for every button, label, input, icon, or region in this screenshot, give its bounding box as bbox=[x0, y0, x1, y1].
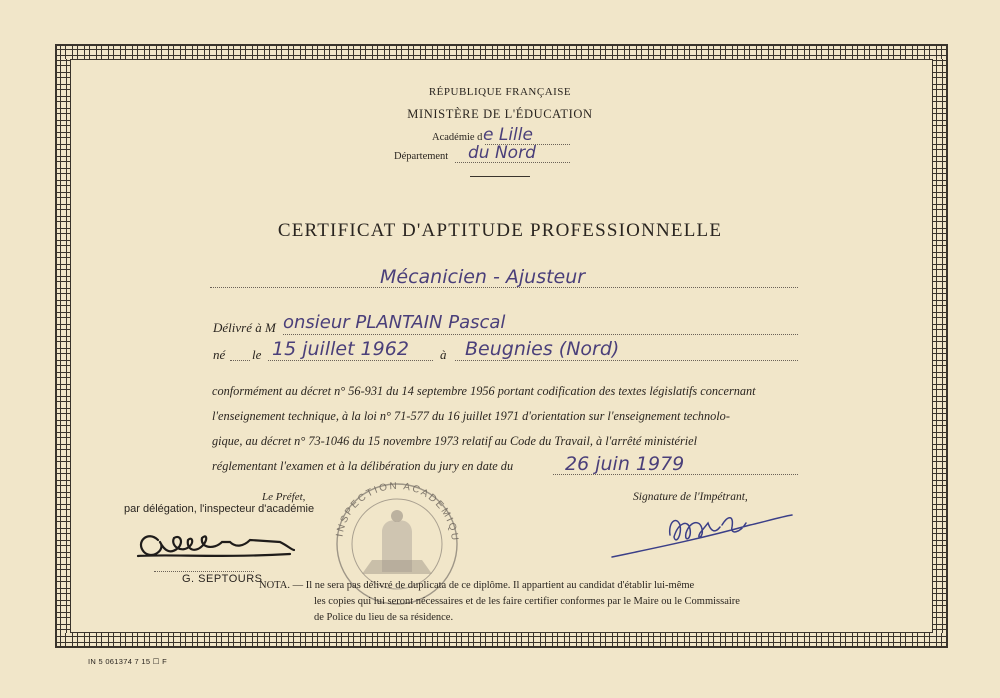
delivered-label: Délivré à M bbox=[213, 320, 276, 335]
legal-text-line-2: l'enseignement technique, à la loi n° 71-577 du 16 juillet 1971 d'orientation sur l'enseignement technolo- bbox=[212, 409, 730, 423]
born-label: né bbox=[213, 347, 226, 362]
nota-line-1: NOTA. — Il ne sera pas délivré de duplicata de ce diplôme. Il appartient au candidat d'établir lui-même bbox=[259, 580, 695, 591]
birth-date-line bbox=[268, 360, 433, 361]
recipient-line bbox=[283, 334, 798, 335]
certificate-title: CERTIFICAT D'APTITUDE PROFESSIONNELLE bbox=[277, 220, 723, 241]
specialty-value: Mécanicien - Ajusteur bbox=[380, 266, 586, 288]
birth-place: Beugnies (Nord) bbox=[465, 338, 620, 360]
border-band-left bbox=[57, 59, 70, 633]
border-band-right bbox=[933, 59, 946, 633]
academie-label: Académie d bbox=[432, 132, 483, 143]
inspector-name-line bbox=[154, 570, 254, 572]
born-le-label: le bbox=[252, 347, 262, 362]
born-a-label: à bbox=[440, 347, 447, 362]
impetrant-signature bbox=[610, 505, 795, 560]
nota-line-3: de Police du lieu de sa résidence. bbox=[314, 612, 454, 623]
inspector-signature bbox=[130, 520, 295, 570]
nota-line-2: les copies qui lui seront nécessaires et de les faire certifier conformes par le Maire ou le Commissaire bbox=[314, 596, 740, 607]
border-band-top bbox=[57, 46, 946, 59]
svg-text:INSPECTION ACADEMIQUE DU NORD: INSPECTION ACADEMIQUE DU NORD bbox=[317, 474, 461, 543]
footer-print-code: IN 5 061374 7 15 ☐ F bbox=[88, 657, 168, 666]
birth-date: 15 juillet 1962 bbox=[272, 338, 409, 360]
impetrant-label: Signature de l'Impétrant, bbox=[633, 491, 748, 503]
border-band-bottom bbox=[57, 633, 946, 646]
born-line-a bbox=[230, 360, 250, 361]
legal-text-line-1: conformément au décret n° 56-931 du 14 septembre 1956 portant codification des textes législatifs concernant bbox=[212, 384, 756, 398]
departement-label: Département bbox=[394, 151, 449, 162]
jury-date: 26 juin 1979 bbox=[565, 453, 685, 475]
inspector-name: G. SEPTOURS bbox=[182, 573, 263, 585]
academie-value: e Lille bbox=[483, 125, 533, 145]
republic-heading: RÉPUBLIQUE FRANÇAISE bbox=[428, 86, 572, 98]
departement-value: du Nord bbox=[468, 143, 536, 163]
prefet-label: Le Préfet, bbox=[262, 491, 306, 503]
legal-text-line-4: réglementant l'examen et à la délibération du jury en date du bbox=[212, 459, 514, 473]
legal-text-line-3: gique, au décret n° 73-1046 du 15 novembre 1973 relatif au Code du Travail, à l'arrêté ministériel bbox=[212, 434, 698, 448]
ministry-heading: MINISTÈRE DE L'ÉDUCATION bbox=[407, 107, 593, 121]
header-divider bbox=[470, 176, 530, 177]
birth-place-line bbox=[455, 360, 798, 361]
delegation-label: par délégation, l'inspecteur d'académie bbox=[124, 503, 315, 515]
recipient-name: onsieur PLANTAIN Pascal bbox=[283, 312, 506, 333]
